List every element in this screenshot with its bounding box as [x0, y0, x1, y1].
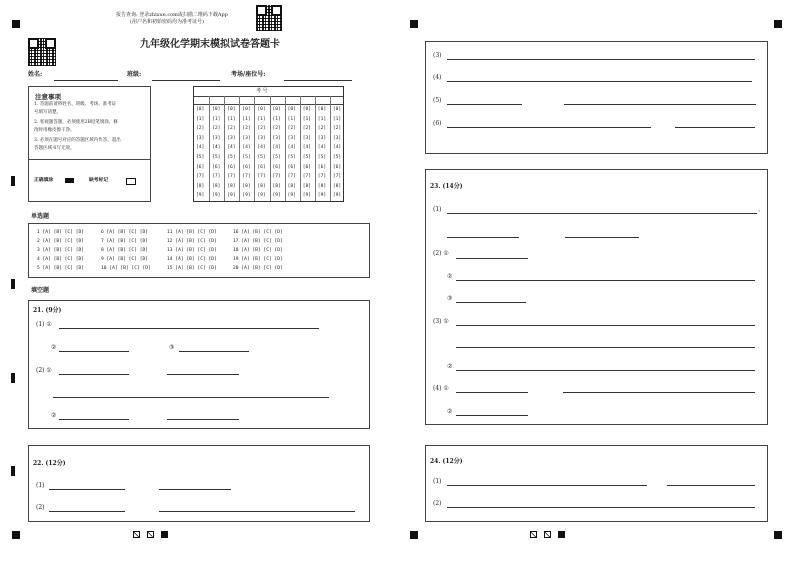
q20-part6: (6)	[433, 120, 442, 127]
exam-digit-bubble[interactable]: [3]	[212, 135, 221, 141]
page-mark-icon	[530, 531, 537, 538]
q23-part2b: ②	[447, 273, 453, 280]
timing-mark	[11, 279, 15, 289]
exam-digit-bubble[interactable]: [4]	[332, 145, 342, 151]
exam-digit-bubble[interactable]: [5]	[317, 155, 327, 160]
exam-digit-bubble[interactable]: [3]	[196, 135, 205, 141]
q24-part1: (1)	[433, 478, 442, 485]
q24-box	[425, 445, 768, 522]
q23-3-1b-input[interactable]	[456, 347, 755, 348]
exam-digit-bubble[interactable]: [3]	[317, 135, 327, 141]
class-field[interactable]	[152, 80, 220, 81]
name-label: 姓名:	[28, 71, 43, 78]
seat-label: 考场/座位号:	[231, 71, 266, 78]
exam-digit-bubble[interactable]: [6]	[317, 164, 327, 170]
exam-digit-bubble[interactable]: [6]	[196, 164, 205, 170]
exam-digit-bubble[interactable]: [3]	[332, 135, 342, 141]
exam-digit-bubble[interactable]: [3]	[272, 135, 281, 141]
q20-6b-input[interactable]	[675, 127, 755, 128]
app-qr-code-icon	[256, 5, 282, 31]
exam-digit-bubble[interactable]: [1]	[302, 116, 311, 122]
exam-digit-bubble[interactable]: [1]	[257, 116, 266, 122]
exam-digit-bubble[interactable]: [4]	[212, 145, 221, 151]
correct-fill-sample-icon	[65, 178, 74, 183]
exam-number-column	[254, 96, 270, 201]
exam-digit-bubble[interactable]: [0]	[272, 107, 281, 112]
q21-1-1-input[interactable]	[59, 328, 319, 329]
q21-part2: (2) ①	[36, 367, 52, 374]
exam-number-column	[224, 96, 240, 201]
mc-question-row[interactable]: 12 [A] [B] [C] [D]	[167, 239, 217, 244]
exam-digit-bubble[interactable]: [4]	[196, 145, 205, 151]
exam-digit-bubble[interactable]: [0]	[287, 107, 296, 112]
q23-2-2-input[interactable]	[456, 280, 755, 281]
exam-number-column	[239, 96, 255, 201]
q21-box	[28, 300, 370, 429]
exam-digit-bubble[interactable]: [2]	[272, 126, 281, 132]
q22-box	[28, 445, 370, 522]
exam-digit-bubble[interactable]: [8]	[212, 183, 221, 189]
q23-4-1b-input[interactable]	[563, 392, 755, 393]
exam-digit-bubble[interactable]: [0]	[242, 107, 251, 112]
q20-6-input[interactable]	[447, 127, 651, 128]
note-line: 3. 必须在题号对应的答题区域内作答，超出	[34, 138, 121, 143]
mc-question-row[interactable]: 5 [A] [B] [C] [D]	[37, 266, 85, 271]
exam-digit-bubble[interactable]: [5]	[196, 155, 205, 160]
exam-digit-bubble[interactable]: [7]	[332, 174, 342, 180]
mc-question-row[interactable]: 8 [A] [B] [C] [D]	[101, 248, 149, 253]
exam-digit-bubble[interactable]: [5]	[212, 155, 221, 160]
q20-part5: (5)	[433, 97, 442, 104]
exam-digit-bubble[interactable]: [7]	[257, 174, 266, 180]
exam-digit-bubble[interactable]: [2]	[227, 126, 236, 132]
exam-digit-bubble[interactable]: [4]	[317, 145, 327, 151]
q21-1-2-input[interactable]	[59, 351, 129, 352]
notes-box	[28, 86, 151, 202]
exam-digit-bubble[interactable]: [8]	[317, 183, 327, 189]
exam-digit-bubble[interactable]: [4]	[227, 145, 236, 151]
timing-mark	[11, 466, 15, 476]
q23-1-input[interactable]	[447, 213, 757, 214]
class-label: 班级:	[127, 71, 142, 78]
q23-comma: 、	[758, 206, 765, 213]
exam-digit-bubble[interactable]: [4]	[257, 145, 266, 151]
notes-heading: 注意事项	[35, 93, 61, 101]
mc-question-row[interactable]: 15 [A] [B] [C] [D]	[167, 266, 217, 271]
mc-question-row[interactable]: 2 [A] [B] [C] [D]	[37, 239, 85, 244]
exam-digit-bubble[interactable]: [1]	[332, 116, 342, 122]
exam-digit-bubble[interactable]: [4]	[242, 145, 251, 151]
q24-part2: (2)	[433, 500, 442, 507]
q23-title: 23. (14分)	[430, 183, 463, 190]
q21-part1c: ③	[169, 344, 175, 351]
exam-digit-bubble[interactable]: [8]	[242, 183, 251, 189]
exam-digit-bubble[interactable]: [2]	[257, 126, 266, 132]
exam-digit-bubble[interactable]: [2]	[317, 126, 327, 132]
absent-mark-checkbox[interactable]	[126, 178, 136, 185]
q23-box	[425, 169, 768, 425]
mc-question-row[interactable]: 6 [A] [B] [C] [D]	[101, 230, 149, 235]
mc-question-row[interactable]: 20 [A] [B] [C] [D]	[233, 266, 283, 271]
exam-digit-bubble[interactable]: [0]	[212, 107, 221, 112]
exam-digit-bubble[interactable]: [6]	[227, 164, 236, 170]
exam-digit-bubble[interactable]: [7]	[212, 174, 221, 180]
exam-digit-bubble[interactable]: [3]	[227, 135, 236, 141]
exam-digit-bubble[interactable]: [0]	[196, 107, 205, 112]
exam-digit-bubble[interactable]: [5]	[227, 155, 236, 160]
exam-number-header: 考 号	[256, 88, 268, 94]
note-line: 2. 客观题答题，必须使用2B铅笔填涂，修	[34, 120, 118, 125]
exam-digit-bubble[interactable]: [1]	[272, 116, 281, 122]
corner-mark-tr	[774, 20, 782, 28]
q20-5-input[interactable]	[447, 104, 522, 105]
q22-2b-input[interactable]	[159, 511, 355, 512]
q21-title: 21. (9分)	[33, 307, 62, 314]
exam-digit-bubble[interactable]: [9]	[227, 193, 236, 199]
mc-question-row[interactable]: 3 [A] [B] [C] [D]	[37, 248, 85, 253]
exam-digit-bubble[interactable]: [9]	[302, 193, 311, 199]
notes-divider	[29, 159, 150, 160]
seat-field[interactable]	[284, 80, 352, 81]
q22-1b-input[interactable]	[159, 489, 231, 490]
exam-number-column	[300, 96, 316, 201]
q23-part2: (2) ①	[433, 250, 449, 257]
exam-digit-bubble[interactable]: [9]	[332, 193, 342, 199]
exam-digit-bubble[interactable]: [9]	[242, 193, 251, 199]
q20-part4: (4)	[433, 74, 442, 81]
page-mark-icon	[133, 531, 140, 538]
mc-question-row[interactable]: 14 [A] [B] [C] [D]	[167, 257, 217, 262]
exam-digit-bubble[interactable]: [4]	[302, 145, 311, 151]
fill-heading: 填空题	[31, 287, 50, 294]
exam-digit-bubble[interactable]: [5]	[272, 155, 281, 160]
exam-digit-bubble[interactable]: [3]	[242, 135, 251, 141]
exam-digit-bubble[interactable]: [8]	[302, 183, 311, 189]
mc-question-row[interactable]: 1 [A] [B] [C] [D]	[37, 230, 85, 235]
exam-digit-bubble[interactable]: [2]	[196, 126, 205, 132]
q23-4-2-input[interactable]	[456, 415, 528, 416]
mc-question-row[interactable]: 19 [A] [B] [C] [D]	[233, 257, 283, 262]
exam-digit-bubble[interactable]: [7]	[272, 174, 281, 180]
q21-2-1b-input[interactable]	[167, 374, 239, 375]
exam-digit-bubble[interactable]: [7]	[196, 174, 205, 180]
exam-digit-bubble[interactable]: [0]	[332, 107, 342, 112]
name-field[interactable]	[54, 80, 118, 81]
q20-4-input[interactable]	[447, 81, 752, 82]
q22-part1: (1)	[36, 482, 45, 489]
exam-number-column	[285, 96, 301, 201]
q22-1-input[interactable]	[49, 489, 125, 490]
q21-1-3-input[interactable]	[179, 351, 249, 352]
exam-digit-bubble[interactable]: [9]	[212, 193, 221, 199]
exam-digit-bubble[interactable]: [4]	[287, 145, 296, 151]
exam-digit-bubble[interactable]: [6]	[212, 164, 221, 170]
exam-number-grid	[193, 86, 344, 202]
q21-2-2-input[interactable]	[59, 419, 129, 420]
exam-digit-bubble[interactable]: [7]	[242, 174, 251, 180]
exam-digit-bubble[interactable]: [2]	[302, 126, 311, 132]
exam-digit-bubble[interactable]: [1]	[242, 116, 251, 122]
student-qr-code-icon	[28, 38, 56, 66]
q21-2-2b-input[interactable]	[167, 419, 239, 420]
mc-answer-box	[28, 223, 370, 278]
exam-digit-bubble[interactable]: [7]	[317, 174, 327, 180]
exam-digit-bubble[interactable]: [2]	[287, 126, 296, 132]
exam-digit-bubble[interactable]: [1]	[287, 116, 296, 122]
mc-heading: 单选题	[31, 213, 50, 220]
exam-digit-bubble[interactable]: [7]	[227, 174, 236, 180]
exam-digit-bubble[interactable]: [3]	[287, 135, 296, 141]
exam-digit-bubble[interactable]: [2]	[332, 126, 342, 132]
page-mark-icon	[147, 531, 154, 538]
exam-number-column	[209, 96, 225, 201]
exam-digit-bubble[interactable]: [9]	[287, 193, 296, 199]
page-title: 九年级化学期末模拟试卷答题卡	[140, 39, 280, 50]
q24-2-input[interactable]	[447, 507, 755, 508]
q23-part3: (3) ①	[433, 318, 449, 325]
exam-digit-bubble[interactable]: [5]	[302, 155, 311, 160]
mc-question-row[interactable]: 9 [A] [B] [C] [D]	[101, 257, 149, 262]
q23-2-1-input[interactable]	[456, 258, 528, 259]
exam-digit-bubble[interactable]: [0]	[227, 107, 236, 112]
mc-question-row[interactable]: 11 [A] [B] [C] [D]	[167, 230, 217, 235]
q23-2-3-input[interactable]	[456, 302, 526, 303]
exam-number-columns	[194, 96, 343, 201]
exam-digit-bubble[interactable]: [8]	[287, 183, 296, 189]
q23-3-1-input[interactable]	[456, 325, 755, 326]
exam-digit-bubble[interactable]: [9]	[317, 193, 327, 199]
q24-1-input[interactable]	[447, 485, 647, 486]
exam-digit-bubble[interactable]: [5]	[257, 155, 266, 160]
exam-digit-bubble[interactable]: [1]	[196, 116, 205, 122]
exam-digit-bubble[interactable]: [9]	[257, 193, 266, 199]
q23-4-1-input[interactable]	[456, 392, 528, 393]
note-line: 1. 答题前请将姓名、班级、考场、准考证	[34, 102, 117, 107]
mc-question-row[interactable]: 17 [A] [B] [C] [D]	[233, 239, 283, 244]
exam-digit-bubble[interactable]: [5]	[287, 155, 296, 160]
q20-5b-input[interactable]	[564, 104, 756, 105]
report-notice-sub: (用户名和初始密码均为准考证号)	[130, 19, 204, 25]
corner-mark-br	[774, 531, 782, 539]
timing-mark	[11, 176, 15, 186]
q21-part1b: ②	[51, 344, 57, 351]
q23-part1: (1)	[433, 206, 442, 213]
q20-continued-box	[425, 41, 768, 154]
note-line: 改时用橡皮擦干净。	[34, 128, 75, 133]
q20-part3: (3)	[433, 52, 442, 59]
exam-number-column	[270, 96, 286, 201]
exam-digit-bubble[interactable]: [6]	[257, 164, 266, 170]
exam-digit-bubble[interactable]: [6]	[272, 164, 281, 170]
mc-question-row[interactable]: 13 [A] [B] [C] [D]	[167, 248, 217, 253]
exam-digit-bubble[interactable]: [4]	[272, 145, 281, 151]
exam-number-column	[194, 96, 209, 201]
report-notice: 报告查询: 登录zhixue.com或扫描二维码下载App	[116, 12, 228, 18]
exam-digit-bubble[interactable]: [8]	[227, 183, 236, 189]
page-mark-icon	[161, 531, 168, 538]
exam-digit-bubble[interactable]: [7]	[287, 174, 296, 180]
exam-digit-bubble[interactable]: [1]	[212, 116, 221, 122]
exam-digit-bubble[interactable]: [8]	[332, 183, 342, 189]
exam-digit-bubble[interactable]: [8]	[272, 183, 281, 189]
page-mark-icon	[544, 531, 551, 538]
note-line: 号填写清楚。	[34, 110, 61, 115]
exam-digit-bubble[interactable]: [1]	[227, 116, 236, 122]
note-line: 答题区域书写无效。	[34, 146, 75, 151]
exam-digit-bubble[interactable]: [0]	[257, 107, 266, 112]
q21-part1: (1) ①	[36, 321, 52, 328]
corner-mark-bl	[12, 531, 20, 539]
q22-2-input[interactable]	[49, 511, 125, 512]
q21-2-1c-input[interactable]	[53, 397, 329, 398]
exam-digit-bubble[interactable]: [5]	[332, 155, 342, 160]
exam-digit-bubble[interactable]: [6]	[302, 164, 311, 170]
q20-3-input[interactable]	[447, 59, 755, 60]
mc-question-row[interactable]: 4 [A] [B] [C] [D]	[37, 257, 85, 262]
q21-2-1-input[interactable]	[59, 374, 129, 375]
page-mark-icon	[558, 531, 565, 538]
q24-1b-input[interactable]	[667, 485, 755, 486]
q22-part2: (2)	[36, 504, 45, 511]
correct-fill-label: 正确填涂	[34, 177, 54, 183]
q23-1b-input[interactable]	[447, 237, 519, 238]
exam-digit-bubble[interactable]: [2]	[242, 126, 251, 132]
q24-title: 24. (12分)	[430, 458, 463, 465]
exam-digit-bubble[interactable]: [6]	[287, 164, 296, 170]
corner-mark-mid-bottom	[410, 531, 418, 539]
q23-1c-input[interactable]	[565, 237, 639, 238]
exam-digit-bubble[interactable]: [2]	[212, 126, 221, 132]
exam-digit-bubble[interactable]: [5]	[242, 155, 251, 160]
mc-question-row[interactable]: 10 [A] [B] [C] [D]	[101, 266, 151, 271]
exam-digit-bubble[interactable]: [7]	[302, 174, 311, 180]
exam-digit-bubble[interactable]: [0]	[302, 107, 311, 112]
mc-question-row[interactable]: 18 [A] [B] [C] [D]	[233, 248, 283, 253]
exam-digit-bubble[interactable]: [9]	[272, 193, 281, 199]
exam-digit-bubble[interactable]: [9]	[196, 193, 205, 199]
exam-number-column	[330, 96, 346, 201]
exam-digit-bubble[interactable]: [1]	[317, 116, 327, 122]
exam-digit-bubble[interactable]: [0]	[317, 107, 327, 112]
q23-part4b: ②	[447, 408, 453, 415]
exam-digit-bubble[interactable]: [8]	[257, 183, 266, 189]
timing-mark	[11, 373, 15, 383]
mc-question-row[interactable]: 16 [A] [B] [C] [D]	[233, 230, 283, 235]
absent-mark-label: 缺考标记	[89, 177, 109, 183]
exam-digit-bubble[interactable]: [3]	[257, 135, 266, 141]
q21-part2b: ②	[51, 412, 57, 419]
corner-mark-tl	[12, 20, 20, 28]
exam-digit-bubble[interactable]: [6]	[332, 164, 342, 170]
q23-part4: (4) ①	[433, 385, 449, 392]
exam-number-column	[315, 96, 331, 201]
q23-part3b: ②	[447, 363, 453, 370]
exam-digit-bubble[interactable]: [6]	[242, 164, 251, 170]
q22-title: 22. (12分)	[33, 460, 66, 467]
corner-mark-mid-top	[410, 20, 418, 28]
q23-part2c: ③	[447, 295, 453, 302]
exam-digit-bubble[interactable]: [8]	[196, 183, 205, 189]
mc-question-row[interactable]: 7 [A] [B] [C] [D]	[101, 239, 149, 244]
exam-digit-bubble[interactable]: [3]	[302, 135, 311, 141]
q23-3-2-input[interactable]	[456, 370, 755, 371]
